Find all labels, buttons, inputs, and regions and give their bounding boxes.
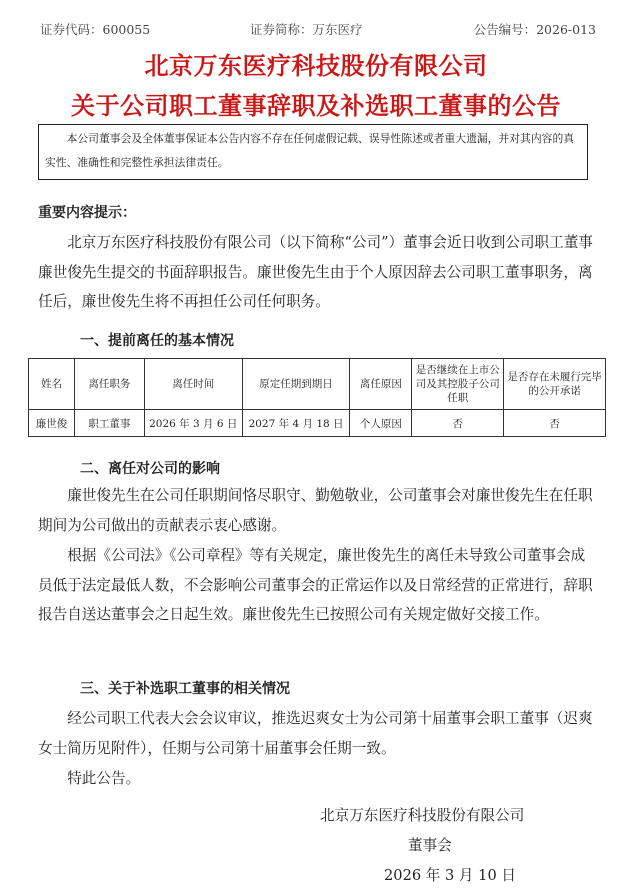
table-header-cell: 离任原因 xyxy=(350,359,412,410)
header-meta xyxy=(0,20,632,38)
announcement-title: 关于公司职工董事辞职及补选职工董事的公告 xyxy=(71,92,561,120)
highlights-heading: 重要内容提示： xyxy=(38,205,136,221)
table-cell: 否 xyxy=(504,410,606,437)
section2-paragraph-1: 廉世俊先生在公司任职期间恪尽职守、勤勉敬业，公司董事会对廉世俊先生在任职期间为公司做出的贡献表示衷心感谢。 xyxy=(38,487,593,534)
section2-paragraph-2: 根据《公司法》《公司章程》等有关规定，廉世俊先生的离任未导致公司董事会成员低于法定最低人数，不会影响公司董事会的正常运作以及日常经营的正常进行，辞职报告自送达董事会之日起生效。廉世俊先生已按照公司有关规定做好交接工作。 xyxy=(38,547,593,623)
signature-date: 2026 年 3 月 10 日 xyxy=(384,867,516,884)
stock-code: 证券代码：600055 xyxy=(40,22,151,37)
signature-company: 北京万东医疗科技股份有限公司 xyxy=(320,807,525,824)
stock-abbreviation: 证券简称：万东医疗 xyxy=(250,22,363,37)
table-header-cell: 是否继续在上市公司及其控股子公司任职 xyxy=(412,359,504,410)
table-cell: 否 xyxy=(412,410,504,437)
table-header-row xyxy=(29,359,606,410)
section3-heading: 三、关于补选职工董事的相关情况 xyxy=(80,681,290,697)
highlights-paragraph: 北京万东医疗科技股份有限公司（以下简称“公司”）董事会近日收到公司职工董事廉世俊先生提交的书面辞职报告。廉世俊先生由于个人原因辞去公司职工董事职务，离任后，廉世俊先生将不再担任公司任何职务。 xyxy=(38,234,593,310)
signature-board: 董事会 xyxy=(408,837,452,854)
declaration-box xyxy=(38,124,588,180)
table-header-cell: 姓名 xyxy=(29,359,75,410)
table-cell: 廉世俊 xyxy=(29,410,75,437)
table-header-cell: 离任职务 xyxy=(74,359,144,410)
resignation-table xyxy=(28,358,606,437)
table-cell: 2027 年 4 月 18 日 xyxy=(242,410,350,437)
section2-heading: 二、离任对公司的影响 xyxy=(80,461,220,477)
closing-remark: 特此公告。 xyxy=(67,770,141,787)
table-header-cell: 离任时间 xyxy=(144,359,242,410)
table-cell: 2026 年 3 月 6 日 xyxy=(144,410,242,437)
notice-number: 公告编号：2026-013 xyxy=(473,22,596,37)
section1-heading: 一、提前离任的基本情况 xyxy=(80,333,234,349)
table-row xyxy=(29,410,606,437)
table-header-cell: 原定任期到期日 xyxy=(242,359,350,410)
table-header-cell: 是否存在未履行完毕的公开承诺 xyxy=(504,359,606,410)
table-cell: 个人原因 xyxy=(350,410,412,437)
table-cell: 职工董事 xyxy=(74,410,144,437)
section3-paragraph-1: 经公司职工代表大会会议审议，推选迟爽女士为公司第十届董事会职工董事（迟爽女士简历见附件），任期与公司第十届董事会任期一致。 xyxy=(38,710,593,757)
declaration-text: 本公司董事会及全体董事保证本公告内容不存在任何虚假记载、误导性陈述或者重大遗漏，并对其内容的真实性、准确性和完整性承担法律责任。 xyxy=(45,132,575,169)
company-title: 北京万东医疗科技股份有限公司 xyxy=(144,52,488,80)
